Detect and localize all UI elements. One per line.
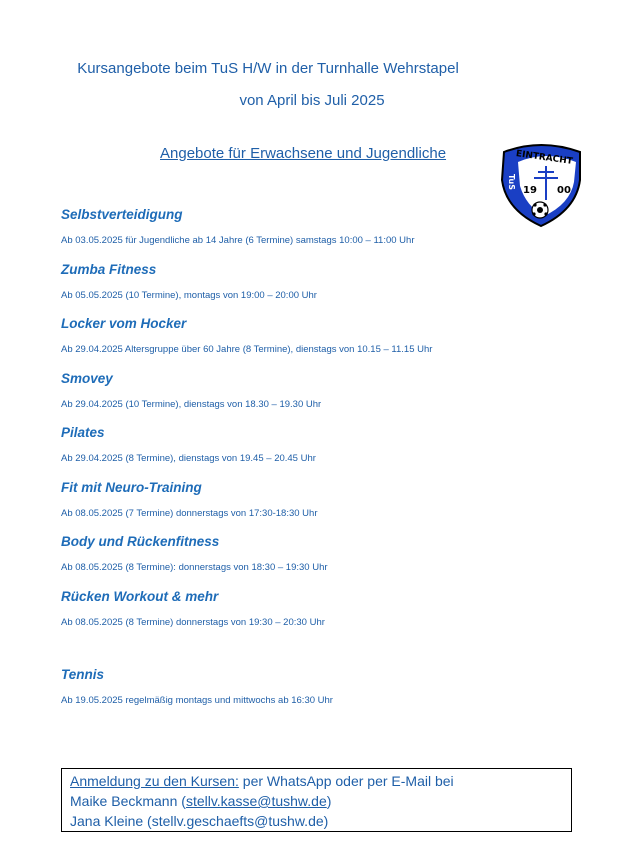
section-heading: Angebote für Erwachsene und Jugendliche: [160, 145, 447, 162]
course-item: [61, 315, 581, 370]
course-details: Ab 19.05.2025 regelmäßig montags und mittwochs ab 16:30 Uhr: [61, 695, 333, 706]
course-item: [61, 533, 581, 588]
course-details: Ab 29.04.2025 (10 Termine), dienstags von 18.30 – 19.30 Uhr: [61, 398, 322, 410]
course-name: Zumba Fitness: [61, 261, 157, 277]
date-range: von April bis Juli 2025: [239, 92, 385, 109]
course-details: Ab 08.05.2025 (8 Termine): donnerstags von 18:30 – 19:30 Uhr: [61, 562, 328, 573]
logo-year-left: 19: [523, 185, 537, 196]
course-details: Ab 29.04.2025 (8 Termine), dienstags von 19.45 – 20.45 Uhr: [61, 453, 316, 464]
course-name: Locker vom Hocker: [61, 316, 187, 331]
logo-side-text: TuS: [507, 173, 516, 191]
course-details: Ab 08.05.2025 (7 Termine) donnerstags von 17:30-18:30 Uhr: [61, 507, 318, 519]
course-list: [61, 206, 581, 721]
course-name: Smovey: [61, 370, 113, 386]
signup-label: Anmeldung zu den Kursen:: [70, 773, 239, 789]
course-item: [61, 479, 581, 534]
signup-line: [70, 771, 563, 791]
contact-line: Jana Kleine (stellv.geschaefts@tushw.de): [70, 813, 329, 829]
course-name: Tennis: [61, 667, 105, 682]
course-item: [61, 424, 581, 479]
logo-year-right: 00: [557, 185, 571, 196]
course-item: [61, 261, 581, 316]
course-name: Body und Rückenfitness: [61, 534, 220, 549]
course-name: Rücken Workout & mehr: [61, 588, 219, 604]
course-item: [61, 588, 581, 643]
contact-line: [70, 791, 563, 811]
signup-box: [61, 768, 572, 832]
course-item: [61, 666, 581, 721]
course-details: Ab 05.05.2025 (10 Termine), montags von 19:00 – 20:00 Uhr: [61, 289, 317, 301]
signup-method: per WhatsApp oder per E-Mail bei: [238, 773, 454, 789]
course-name: Selbstverteidigung: [61, 207, 183, 222]
course-details: Ab 29.04.2025 Altersgruppe über 60 Jahre (8 Termine), dienstags von 10.15 – 11.15 Uhr: [61, 344, 433, 355]
svg-text:EINTRACHT: EINTRACHT: [515, 149, 574, 167]
email-link[interactable]: stellv.kasse@tushw.de: [185, 793, 327, 809]
course-name: Fit mit Neuro-Training: [61, 479, 202, 495]
course-details: Ab 08.05.2025 (8 Termine) donnerstags von 19:30 – 20:30 Uhr: [61, 616, 325, 628]
contact-name: Maike Beckmann (: [70, 793, 186, 809]
course-details: Ab 03.05.2025 für Jugendliche ab 14 Jahre (6 Termine) samstags 10:00 – 11:00 Uhr: [61, 235, 415, 246]
course-name: Pilates: [61, 425, 105, 440]
contact-end: ): [326, 793, 332, 809]
course-item: [61, 206, 581, 261]
page-title: Kursangebote beim TuS H/W in der Turnhalle Wehrstapel: [77, 60, 459, 77]
course-item: [61, 370, 581, 425]
